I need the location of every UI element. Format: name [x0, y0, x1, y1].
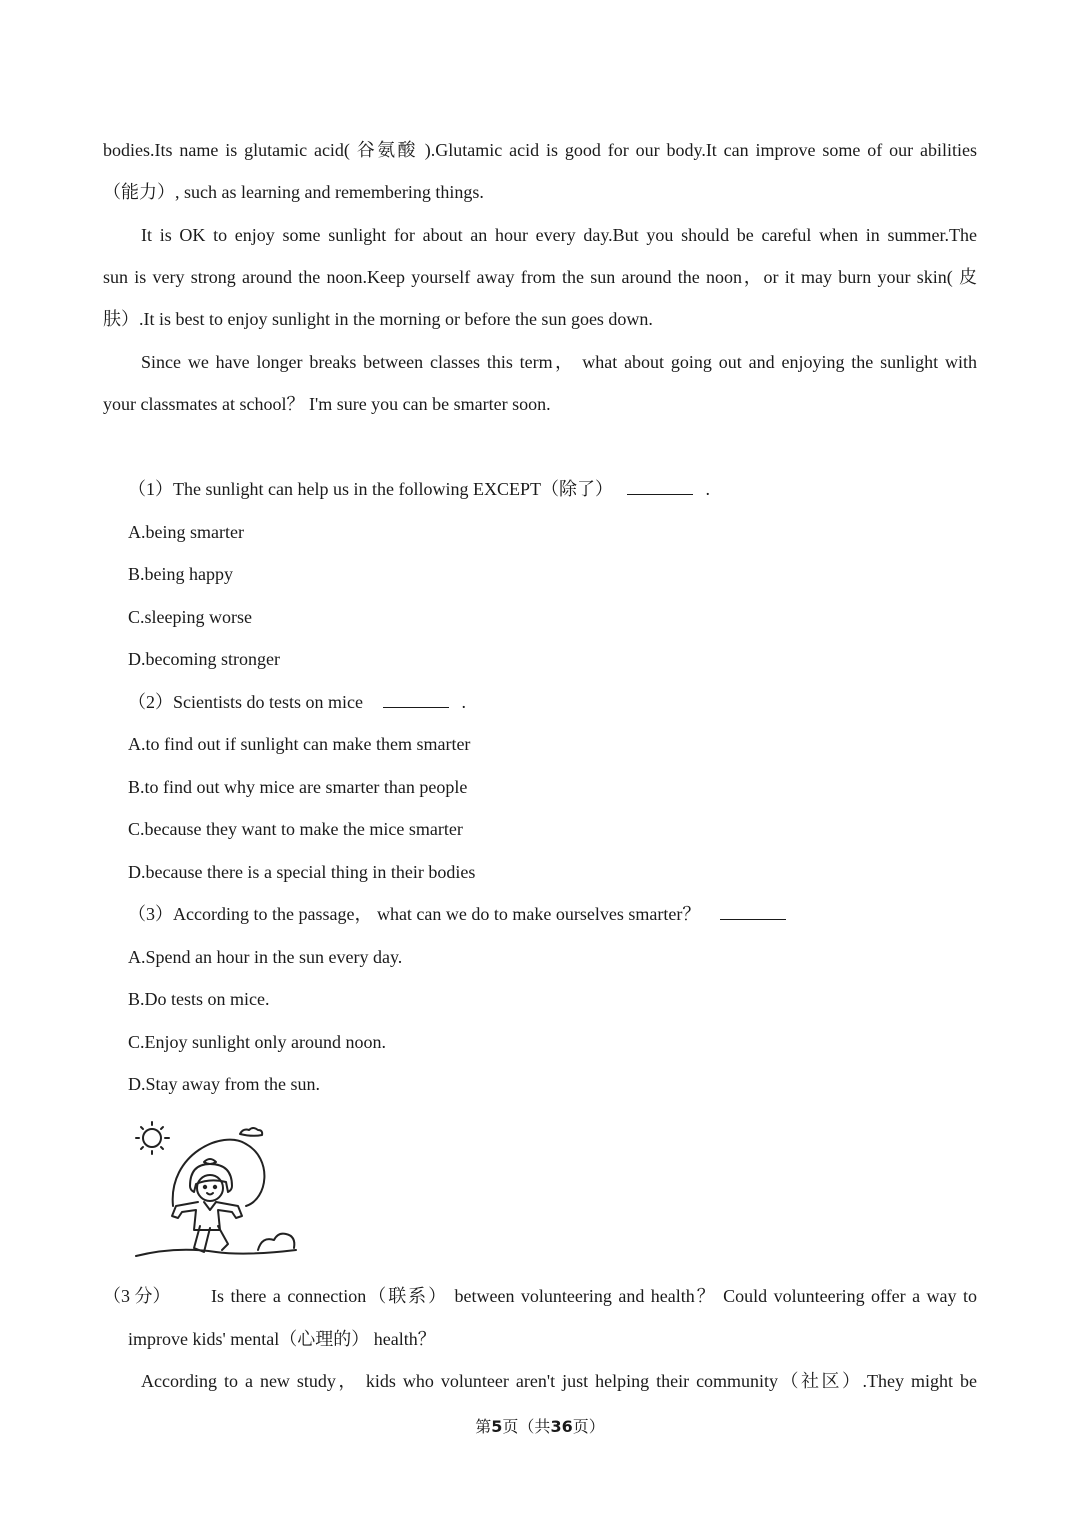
answer-blank[interactable]: [383, 691, 449, 708]
question-stem: （3）According to the passage， what can we do to make ourselves smarter？: [128, 904, 701, 924]
option-d[interactable]: D.because there is a special thing in their bodies: [128, 862, 476, 882]
sun-rays-icon: [136, 1122, 169, 1154]
question-end: .: [705, 479, 710, 499]
option-a[interactable]: A.being smarter: [128, 522, 244, 542]
passage-line: （能力）, such as learning and remembering things.: [103, 182, 484, 202]
option-b[interactable]: B.to find out why mice are smarter than people: [128, 777, 468, 797]
passage-line: According to a new study， kids who volunteer aren't just helping their community（社区）.They might be: [141, 1371, 977, 1391]
footer-prefix: 第: [475, 1417, 492, 1436]
page-number: 5: [491, 1417, 503, 1436]
option-b[interactable]: B.being happy: [128, 564, 233, 584]
option-c[interactable]: C.Enjoy sunlight only around noon.: [128, 1032, 386, 1052]
question-stem: （1）The sunlight can help us in the following EXCEPT（除了）: [128, 479, 613, 499]
bush-icon: [258, 1234, 294, 1250]
score-label: （3 分）: [103, 1286, 171, 1306]
footer-mid: 页（共: [502, 1417, 551, 1436]
answer-blank[interactable]: [720, 903, 786, 920]
question-stem: （2）Scientists do tests on mice: [128, 692, 363, 712]
question-3: [128, 903, 786, 925]
sun-icon: [143, 1129, 161, 1147]
option-d[interactable]: D.becoming stronger: [128, 649, 280, 669]
jump-rope-illustration: [128, 1114, 303, 1269]
cloud-icon: [240, 1128, 262, 1136]
option-b[interactable]: B.Do tests on mice.: [128, 989, 270, 1009]
passage-line: It is OK to enjoy some sunlight for about an hour every day.But you should be careful when in summer.The: [141, 225, 977, 245]
passage-line: Since we have longer breaks between classes this term， what about going out and enjoying the sunlight with: [141, 352, 977, 372]
footer-suffix: 页）: [572, 1417, 605, 1436]
option-c[interactable]: C.sleeping worse: [128, 607, 252, 627]
passage-line: improve kids' mental（心理的） health？: [128, 1329, 436, 1349]
total-pages: 36: [550, 1417, 573, 1436]
answer-blank[interactable]: [627, 478, 693, 495]
passage-line: Is there a connection（联系） between volunteering and health？ Could volunteering offer a way to: [211, 1286, 977, 1306]
passage-line: your classmates at school？ I'm sure you can be smarter soon.: [103, 394, 551, 414]
page-footer: [0, 1416, 1080, 1438]
option-c[interactable]: C.because they want to make the mice smarter: [128, 819, 463, 839]
rope-icon: [173, 1140, 265, 1206]
girl-head-icon: [197, 1175, 223, 1201]
option-a[interactable]: A.to find out if sunlight can make them smarter: [128, 734, 471, 754]
question-end: .: [461, 692, 466, 712]
option-a[interactable]: A.Spend an hour in the sun every day.: [128, 947, 403, 967]
option-d[interactable]: D.Stay away from the sun.: [128, 1074, 320, 1094]
passage-line: bodies.Its name is glutamic acid( 谷氨酸 ).Glutamic acid is good for our body.It can improve some of our abilities: [103, 140, 977, 160]
question-2: [128, 691, 466, 713]
passage-line: 肤）.It is best to enjoy sunlight in the morning or before the sun goes down.: [103, 309, 653, 329]
passage-line: sun is very strong around the noon.Keep yourself away from the sun around the noon，or it may burn your skin( 皮: [103, 267, 977, 287]
question-1: [128, 478, 710, 500]
